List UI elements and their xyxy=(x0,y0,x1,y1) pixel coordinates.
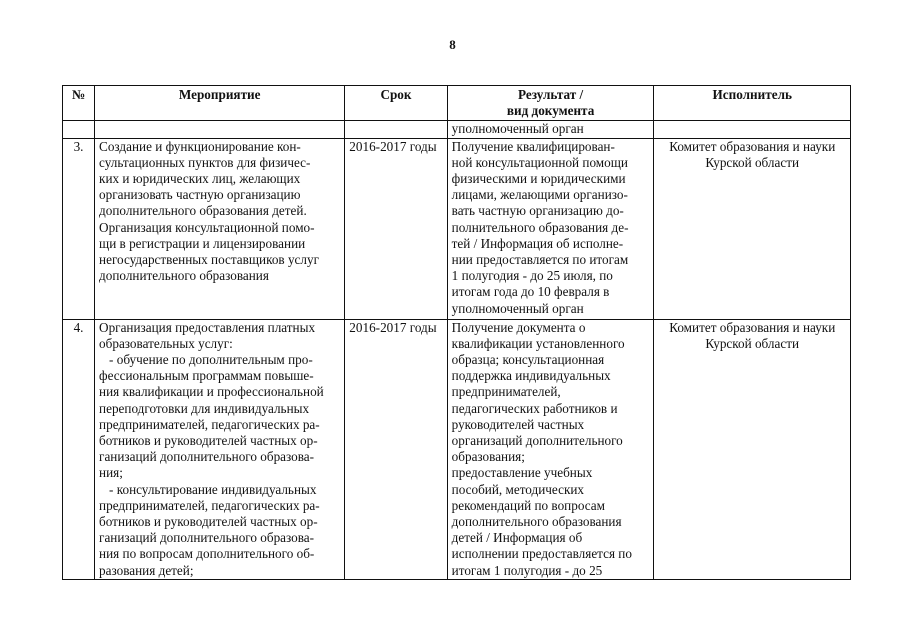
term-cell: 2016-2017 годы xyxy=(345,138,447,319)
result-line: образца; консультационная xyxy=(451,352,605,368)
activity-line: ких и юридических лиц, желающих xyxy=(99,171,301,187)
term-cell: 2016-2017 годы xyxy=(345,319,447,579)
result-line: исполнении предоставляется по xyxy=(451,546,632,562)
continuation-term-cell xyxy=(345,121,447,138)
header-num: № xyxy=(63,86,95,121)
executor-cell: Комитет образования и науки Курской области xyxy=(654,138,851,319)
header-result xyxy=(447,86,654,121)
result-line: ной консультационной помощи xyxy=(451,154,628,170)
continuation-executor-cell xyxy=(654,121,851,138)
activity-line: разования детей; xyxy=(99,562,194,578)
activity-line: ганизаций дополнительного образова- xyxy=(99,449,315,465)
result-line: предпринимателей, xyxy=(451,384,561,400)
row-number: 4. xyxy=(63,319,95,579)
result-line: тей / Информация об исполне- xyxy=(451,235,624,251)
executor-cell: Комитет образования и науки Курской области xyxy=(654,319,851,579)
table-row xyxy=(63,138,851,319)
activity-line: ботников и руководителей частных ор- xyxy=(99,433,318,449)
result-line: итогам 1 полугодия - до 25 xyxy=(451,562,603,578)
result-line: рекомендаций по вопросам xyxy=(451,497,605,513)
activity-line: - консультирование индивидуальных xyxy=(109,481,317,497)
result-line: вать частную организацию до- xyxy=(451,203,624,219)
result-line: полнительного образования де- xyxy=(451,219,629,235)
activity-line: негосударственных поставщиков услуг xyxy=(99,252,319,268)
activity-line: дополнительного образования детей. xyxy=(99,203,307,219)
continuation-row xyxy=(63,121,851,138)
activity-line: фессиональным программам повыше- xyxy=(99,368,314,384)
continuation-num-cell xyxy=(63,121,95,138)
result-line: дополнительного образования xyxy=(451,514,622,530)
result-line: поддержка индивидуальных xyxy=(451,368,611,384)
activity-line: ния квалификации и профессиональной xyxy=(99,384,324,400)
header-result-line1: Результат / xyxy=(517,87,584,102)
result-line: детей / Информация об xyxy=(451,530,583,546)
activity-line: - обучение по дополнительным про- xyxy=(109,352,313,368)
header-executor: Исполнитель xyxy=(654,86,851,121)
result-line: пособий, методических xyxy=(451,481,585,497)
activity-cell xyxy=(95,138,345,319)
header-result-line2: вид документа xyxy=(506,103,595,119)
header-activity: Мероприятие xyxy=(95,86,345,121)
activity-line: Создание и функционирование кон- xyxy=(99,138,301,154)
continuation-activity-cell xyxy=(95,121,345,138)
activity-line: предпринимателей, педагогических ра- xyxy=(99,416,320,432)
result-line: итогам года до 10 февраля в xyxy=(451,284,610,300)
activity-line: ганизаций дополнительного образова- xyxy=(99,530,315,546)
result-line: уполномоченный орган xyxy=(451,300,584,316)
activity-line: Организация предоставления платных xyxy=(99,319,316,335)
result-line: 1 полугодия - до 25 июля, по xyxy=(451,268,613,284)
result-line: нии предоставляется по итогам xyxy=(451,252,629,268)
continuation-result-cell: уполномоченный орган xyxy=(447,121,654,138)
result-line: образования; xyxy=(451,449,525,465)
table-header-row xyxy=(63,86,851,121)
activity-line: ния; xyxy=(99,465,123,481)
activity-line: Организация консультационной помо- xyxy=(99,219,315,235)
activity-line: сультационных пунктов для физичес- xyxy=(99,154,311,170)
activity-line: предпринимателей, педагогических ра- xyxy=(99,497,320,513)
activity-line: ботников и руководителей частных ор- xyxy=(99,514,318,530)
result-line: лицами, желающими организо- xyxy=(451,187,628,203)
activities-table xyxy=(62,85,851,580)
page-number: 8 xyxy=(449,37,456,52)
result-line: педагогических работников и xyxy=(451,400,618,416)
activity-line: организовать частную организацию xyxy=(99,187,301,203)
result-line: руководителей частных xyxy=(451,416,585,432)
result-line: предоставление учебных xyxy=(451,465,593,481)
result-line: квалификации установленного xyxy=(451,335,625,351)
result-line: организаций дополнительного xyxy=(451,433,623,449)
activity-line: дополнительного образования xyxy=(99,268,269,284)
result-line: Получение документа о xyxy=(451,319,586,335)
row-number: 3. xyxy=(63,138,95,319)
result-cell xyxy=(447,138,654,319)
result-line: физическими и юридическими xyxy=(451,171,626,187)
result-cell xyxy=(447,319,654,579)
activity-line: ния по вопросам дополнительного об- xyxy=(99,546,315,562)
activity-cell xyxy=(95,319,345,579)
activity-line: переподготовки для индивидуальных xyxy=(99,400,310,416)
result-line: Получение квалифицирован- xyxy=(451,138,615,154)
table-row xyxy=(63,319,851,579)
activity-line: образовательных услуг: xyxy=(99,335,233,351)
header-term: Срок xyxy=(345,86,447,121)
activity-line: щи в регистрации и лицензировании xyxy=(99,235,306,251)
